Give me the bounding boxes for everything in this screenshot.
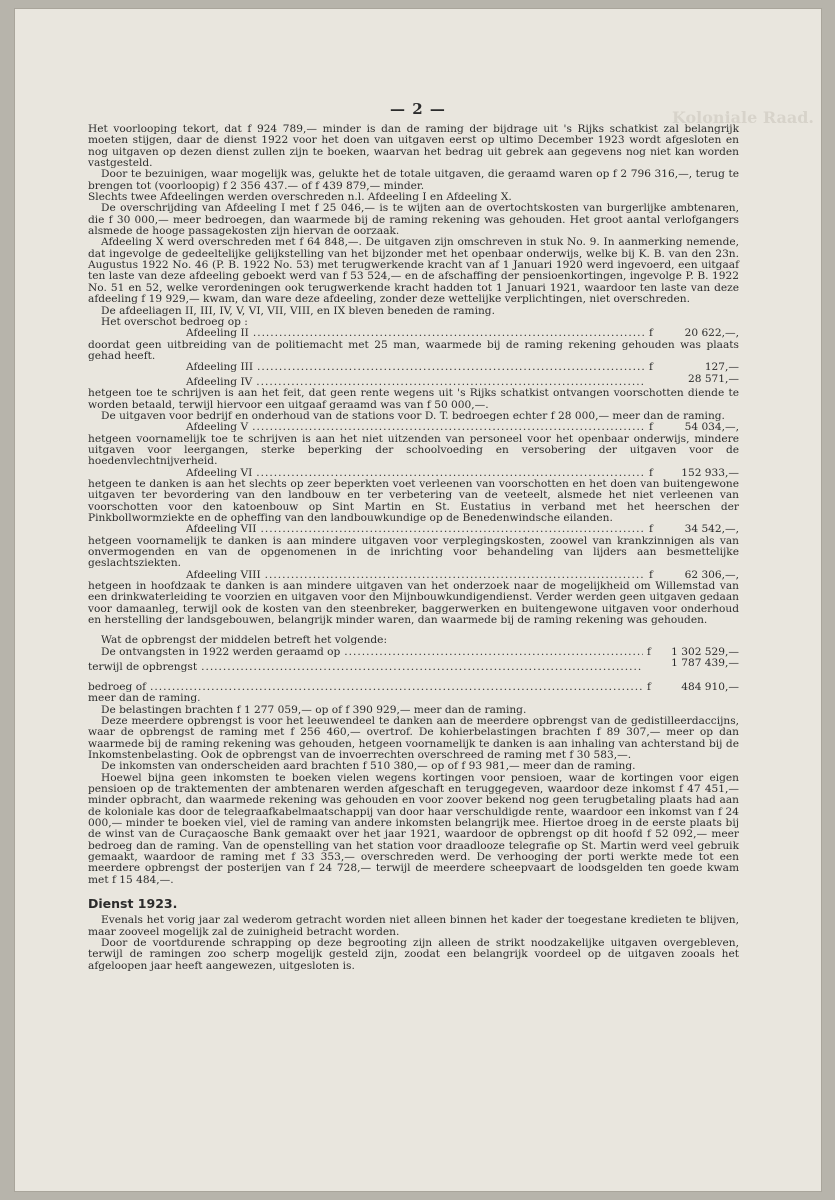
spacer	[88, 673, 739, 682]
table-row	[88, 422, 739, 433]
currency-sign: f	[649, 421, 653, 434]
row-label: bedroeg of	[88, 680, 146, 693]
page-number: — 2 —	[390, 100, 446, 118]
paragraph: doordat geen uitbreiding van de politiemacht met 25 man, waarmede bij de raming rekening gehouden was plaats gehad heeft.	[88, 338, 739, 362]
currency-sign: f	[647, 680, 651, 693]
row-amount: 152 933,—	[681, 466, 739, 479]
currency-sign: f	[649, 523, 653, 536]
section-heading: Dienst 1923.	[88, 896, 178, 912]
row-label: Afdeeling VIII	[186, 568, 261, 581]
currency-sign: f	[649, 466, 653, 479]
row-label: terwijl de opbrengst	[88, 660, 198, 673]
leader-dots	[253, 328, 645, 339]
paragraph: hetgeen te danken is aan het slechts op zeer beperkten voet verleenen van voorschotten en het doen van buitengewone uitgaven ter bevordering van den landbouw en ter verbetering van de veeteelt, alsmede het niet verleenen van voorschotten voor den katoenbouw op Sint Martin en St. Eustatius in verband met het heerschen der Pinkbollwormziekte en de opheffing van den landbouwkundige op de Benedenwindsche eilanden.	[88, 478, 739, 525]
revenue-row	[88, 647, 739, 658]
paragraph: hetgeen in hoofdzaak te danken is aan mindere uitgaven van het onderzoek naar de mogelijkheid om Willemstad van een drinkwaterleiding te voorzien en uitgaven voor den Mijnbouwkundigendienst. Verder werden geen uitgaven gedaan voor damaanleg, terwijl ook de kosten van den steenbreker, baggerwerken en buitengewone uitgaven voor onderhoud en herstelling der landsgebouwen, belangrijk minder waren, dan waarmede bij de raming rekening was gehouden.	[88, 580, 739, 627]
document-page	[14, 8, 822, 1192]
paragraph: Het voorlooping tekort, dat f 924 789,— minder is dan de raming der bijdrage uit 's Rijks schatkist zal belangrijk moeten stijgen, daar de dienst 1922 voor het doen van uitgaven eerst op ultimo December 1923 wordt afgesloten en nog uitgaven op dezen dienst zullen zijn te boeken, waarvan het bedrag uit gebrek aan gegevens nog niet kan worden vastgesteld.	[88, 123, 739, 170]
row-amount: 34 542,—,	[684, 523, 739, 536]
row-label: Afdeeling VII	[186, 523, 257, 536]
row-amount: 62 306,—,	[684, 568, 739, 581]
paragraph: Hoewel bijna geen inkomsten te boeken vielen wegens kortingen voor pensioen, waar de kortingen voor eigen pensioen op de traktementen der ambtenaren werden afgeschaft en teruggegeven, waardoor deze inkomst f 47 451,— minder opbracht, dan waarmede rekening was gehouden en voor zoover bekend nog geen terugbetaling plaats had aan de koloniale kas door de telegraafkabelmaatschappij van door haar verschuldigde rente, waardoor een inkomst van f 24 000,— minder te boeken viel, viel de raming van andere inkomsten belangrijk mee. Hiertoe droeg in de eerste plaats bij de winst van de Curaçaosche Bank gemaakt over het jaar 1921, waardoor de opbrengst op dit hoofd f 52 092,— meer bedroeg dan de raming. Van de openstelling van het station voor draadlooze telegrafie op St. Martin werd veel gebruik gemaakt, waardoor de raming met f 33 353,— overschreden werd. De verhooging der porti werkte mede tot een meerdere opbrengst der posterijen van f 24 728,— terwijl de meerdere scheepvaart de loodsgelden ten goede kwam met f 15 484,—.	[88, 771, 739, 886]
paragraph: Door te bezuinigen, waar mogelijk was, gelukte het de totale uitgaven, die geraamd waren op f 2 796 316,—, terug te brengen tot (voorloopig) f 2 356 437.— of f 439 879,— minder.	[88, 168, 739, 192]
table-row	[88, 328, 739, 339]
paragraph: De belastingen brachten f 1 277 059,— op of f 390 929,— meer dan de raming.	[101, 703, 527, 716]
row-label: Afdeeling V	[186, 421, 249, 434]
row-amount: 484 910,—	[681, 680, 739, 693]
leader-dots	[344, 647, 643, 658]
row-amount: 127,—	[704, 361, 739, 374]
paragraph: hetgeen toe te schrijven is aan het feit, dat geen rente wegens uit 's Rijks schatkist ontvangen voorschotten diende te worden betaald, terwijl hiervoor een uitgaaf geraamd was van f 50 000,—.	[88, 387, 739, 411]
paragraph: De afdeeliagen II, III, IV, V, VI, VII, VIII, en IX bleven beneden de raming.	[101, 304, 495, 317]
show-through-text: Koloniale Raad.	[671, 108, 814, 127]
table-row	[88, 374, 739, 389]
row-label: De ontvangsten in 1922 werden geraamd op	[101, 645, 341, 658]
revenue-row	[88, 658, 739, 673]
paragraph: hetgeen voornamelijk toe te schrijven is aan het niet uitzenden van personeel voor het openbaar onderwijs, mindere uitgaven voor leergangen, sterke beperking der schoolvoeding en versobering der uitgaven voor de hoedenvlechtnijverheid.	[88, 432, 739, 468]
leader-dots	[150, 682, 643, 693]
document-body	[88, 124, 739, 972]
leader-dots	[257, 362, 645, 373]
leader-dots	[252, 422, 645, 433]
row-amount: 1 302 529,—	[671, 645, 739, 658]
paragraph: Deze meerdere opbrengst is voor het leeuwendeel te danken aan de meerdere opbrengst van de gedistilleerdaccijns, waar de opbrengst de raming met f 256 460,— overtrof. De kohierbelastingen brachten f 89 307,— meer op dan waarmede bij de raming rekening was gehouden, hetgeen voornamelijk te danken is aan inhaling van achterstand bij de Inkomstenbelasting. Ook de opbrengst van de invoerrechten overschreed de raming met f 30 583,—.	[88, 714, 739, 761]
row-amount: 20 622,—,	[684, 327, 739, 340]
paragraph: Door de voortdurende schrapping op deze begrooting zijn alleen de strikt noodzakelijke uitgaven overgebleven, terwijl de ramingen zoo scherp mogelijk gesteld zijn, zoodat een belangrijk voordeel op de uitgaven zooals het afgeloopen jaar heeft aangewezen, uitgesloten is.	[88, 937, 739, 972]
paragraph: hetgeen voornamelijk te danken is aan mindere uitgaven voor verplegingskosten, zoowel van krankzinnigen als van onvermogenden en van de opgenomenen in de inrichting voor behandeling van lijders aan besmettelijke geslachtsziekten.	[88, 534, 739, 570]
leader-dots	[201, 662, 643, 673]
paragraph: Wat de opbrengst der middelen betreft het volgende:	[101, 634, 388, 647]
currency-sign: f	[649, 361, 653, 374]
row-amount: 54 034,—,	[684, 421, 739, 434]
paragraph: De overschrijding van Afdeeling I met f 25 046,— is te wijten aan de overtochtskosten van burgerlijke ambtenaren, die f 30 000,— meer bedroegen, dan waarmede bij de raming rekening was gehouden. Het groot aantal verlofgangers alsmede de hooge passagekosten zijn hiervan de oorzaak.	[88, 202, 739, 238]
paragraph: De inkomsten van onderscheiden aard brachten f 510 380,— op of f 93 981,— meer dan de raming.	[101, 760, 636, 773]
row-label: Afdeeling VI	[186, 466, 253, 479]
paragraph: De uitgaven voor bedrijf en onderhoud van de stations voor D. T. bedroegen echter f 28 000,— meer dan de raming.	[101, 409, 725, 422]
paragraph: meer dan de raming.	[88, 692, 201, 705]
table-row	[88, 362, 739, 373]
currency-sign: f	[649, 568, 653, 581]
row-label: Afdeeling II	[186, 327, 249, 340]
row-amount: 1 787 439,—	[671, 657, 739, 670]
paragraph: Slechts twee Afdeelingen werden overschreden n.l. Afdeeling I en Afdeeling X.	[88, 191, 512, 204]
paragraph: Evenals het vorig jaar zal wederom getracht worden niet alleen binnen het kader der toegestane kredieten te blijven, maar zooveel mogelijk zal de zuinigheid betracht worden.	[88, 914, 739, 938]
paragraph: Het overschot bedroeg op :	[101, 315, 248, 328]
currency-sign: f	[649, 327, 653, 340]
row-amount: 28 571,—	[687, 372, 739, 385]
currency-sign: f	[647, 645, 651, 658]
row-label: Afdeeling III	[186, 361, 254, 374]
row-label: Afdeeling IV	[186, 375, 253, 388]
paragraph: Afdeeling X werd overschreden met f 64 848,—. De uitgaven zijn omschreven in stuk No. 9. In aanmerking nemende, dat ingevolge de gedeeltelijke gelijkstelling van het bijzonder met het openbaar onderwijs, welke bij K. B. van den 23n. Augustus 1922 No. 46 (P. B. 1922 No. 53) met terugwerkende kracht van af 1 Januari 1920 werd ingevoerd, een uitgaaf ten laste van deze afdeeling geboekt werd van f 53 524,— en de afschaffing der pensioenkortingen, ingevolge P. B. 1922 No. 51 en 52, welke verordeningen ook terugwerkende kracht hadden tot 1 Januari 1921, waardoor ten laste van deze afdeeling f 19 929,— kwam, dan ware deze afdeeling, zonder deze wettelijke verplichtingen, niet overschreden.	[88, 236, 739, 306]
